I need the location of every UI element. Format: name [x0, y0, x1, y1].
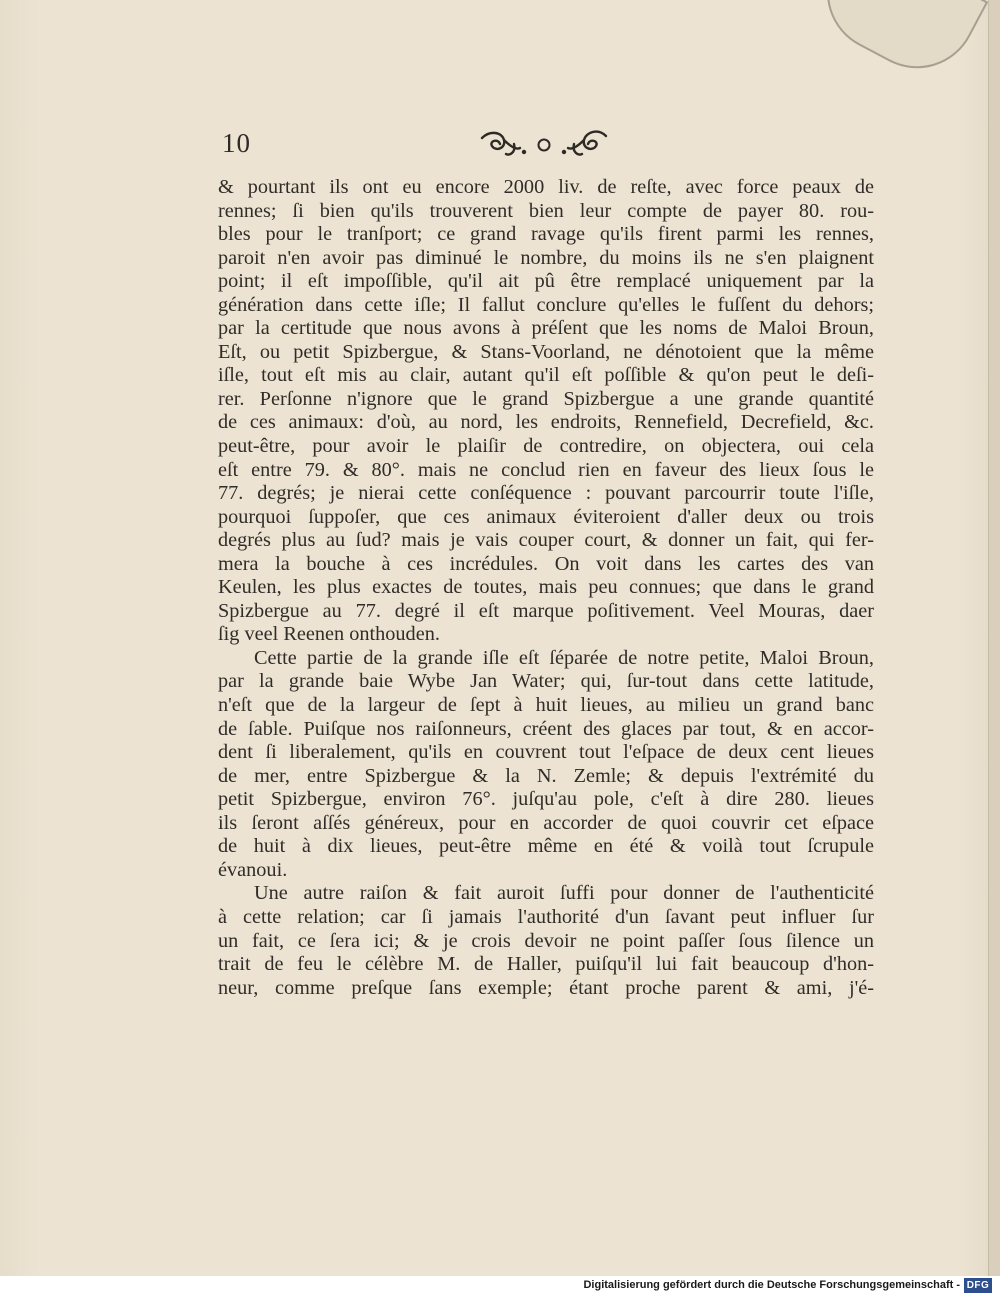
text-line: rer. Perſonne n'ignore que le grand Spizbergue a une grande quantité [218, 387, 874, 410]
text-line: génération dans cette iſle; Il fallut conclure qu'elles le fuſſent du dehors; [218, 293, 874, 316]
text-line: eſt entre 79. & 80°. mais ne conclud rien en faveur des lieux ſous le [218, 458, 874, 481]
page-header [222, 128, 870, 162]
text-line: à cette relation; car ſi jamais l'authorité d'un ſavant peut influer ſur [218, 905, 874, 928]
text-line: iſle, tout eſt mis au clair, autant qu'il eſt poſſible & qu'on peut le deſi- [218, 364, 874, 387]
text-line: Spizbergue au 77. degré il eſt marque poſitivement. Veel Mouras, daer [218, 599, 874, 622]
text-line: Cette partie de la grande iſle eſt ſéparée de notre petite, Maloi Broun, [254, 646, 874, 669]
text-line: point; il eſt impoſſible, qu'il ait pû être remplacé uniquement par la [218, 270, 874, 293]
text-line: paroit n'en avoir pas diminué le nombre, du moins ils ne s'en plaignent [218, 246, 874, 269]
text-line: par la certitude que nous avons à préſent que les noms de Maloi Broun, [218, 317, 874, 340]
text-line: peut-être, pour avoir le plaiſir de contredire, on objectera, oui cela [218, 435, 874, 458]
text-line: bles pour le tranſport; ce grand ravage qu'ils firent parmi les rennes, [218, 223, 874, 246]
dfg-logo: DFG [964, 1278, 992, 1293]
text-line: petit Spizbergue, environ 76°. juſqu'au pole, c'eſt à dire 280. lieues [218, 788, 874, 811]
text-line: de huit à dix lieues, peut-être même en été & voilà tout ſcrupule [218, 835, 874, 858]
text-line: dent ſi liberalement, qu'ils en couvrent tout l'eſpace de deux cent lieues [218, 741, 874, 764]
text-line: mera la bouche à ces incrédules. On voit dans les cartes des van [218, 552, 874, 575]
page-corner-tab [806, 0, 988, 89]
text-line: Eſt, ou petit Spizbergue, & Stans-Voorland, ne dénotoient que la même [218, 340, 874, 363]
text-line: de mer, entre Spizbergue & la N. Zemle; & depuis l'extrémité du [218, 764, 874, 787]
text-line: un fait, ce ſera ici; & je crois devoir ne point paſſer ſous ſilence un [218, 929, 874, 952]
text-line: n'eſt que de la largeur de ſept à huit lieues, au milieu un grand banc [218, 694, 874, 717]
text-line: évanoui. [218, 858, 288, 881]
text-line: rennes; ſi bien qu'ils trouverent bien leur compte de payer 80. rou- [218, 199, 874, 222]
text-line: Une autre raiſon & fait auroit ſuffi pour donner de l'authenticité [254, 882, 874, 905]
text-line: & pourtant ils ont eu encore 2000 liv. de reſte, avec force peaux de [218, 176, 874, 198]
text-line: 77. degrés; je nierai cette conſéquence : pouvant parcourrir toute l'iſle, [218, 482, 874, 505]
text-line: ſig veel Reenen onthouden. [218, 623, 440, 646]
text-line: ils ſeront aſſés généreux, pour en accorder de quoi couvrir cet eſpace [218, 811, 874, 834]
fleuron-ornament-icon [474, 128, 614, 160]
text-line: de ſable. Puiſque nos raiſonneurs, créent des glaces par tout, & en accor- [218, 717, 874, 740]
body-text [218, 176, 874, 1000]
text-line: neur, comme preſque ſans exemple; étant proche parent & ami, j'é- [218, 976, 874, 999]
text-line: de ces animaux: d'où, au nord, les endroits, Rennefield, Decrefield, &c. [218, 411, 874, 434]
text-line: degrés plus au ſud? mais je vais couper court, & donner un fait, qui fer- [218, 529, 874, 552]
text-line: par la grande baie Wybe Jan Water; qui, ſur-tout dans cette latitude, [218, 670, 874, 693]
text-line: trait de feu le célèbre M. de Haller, puiſqu'il lui fait beaucoup d'hon- [218, 953, 874, 976]
next-page-edge [988, 0, 1000, 1276]
page-number: 10 [222, 128, 251, 158]
digitization-footer [0, 1276, 1000, 1297]
text-line: pourquoi ſuppoſer, que ces animaux éviteroient d'aller deux ou trois [218, 505, 874, 528]
funding-credit: Digitalisierung gefördert durch die Deutsche Forschungsgemeinschaft - [583, 1279, 960, 1291]
text-line: Keulen, les plus exactes de toutes, mais peu connues; que dans le grand [218, 576, 874, 599]
